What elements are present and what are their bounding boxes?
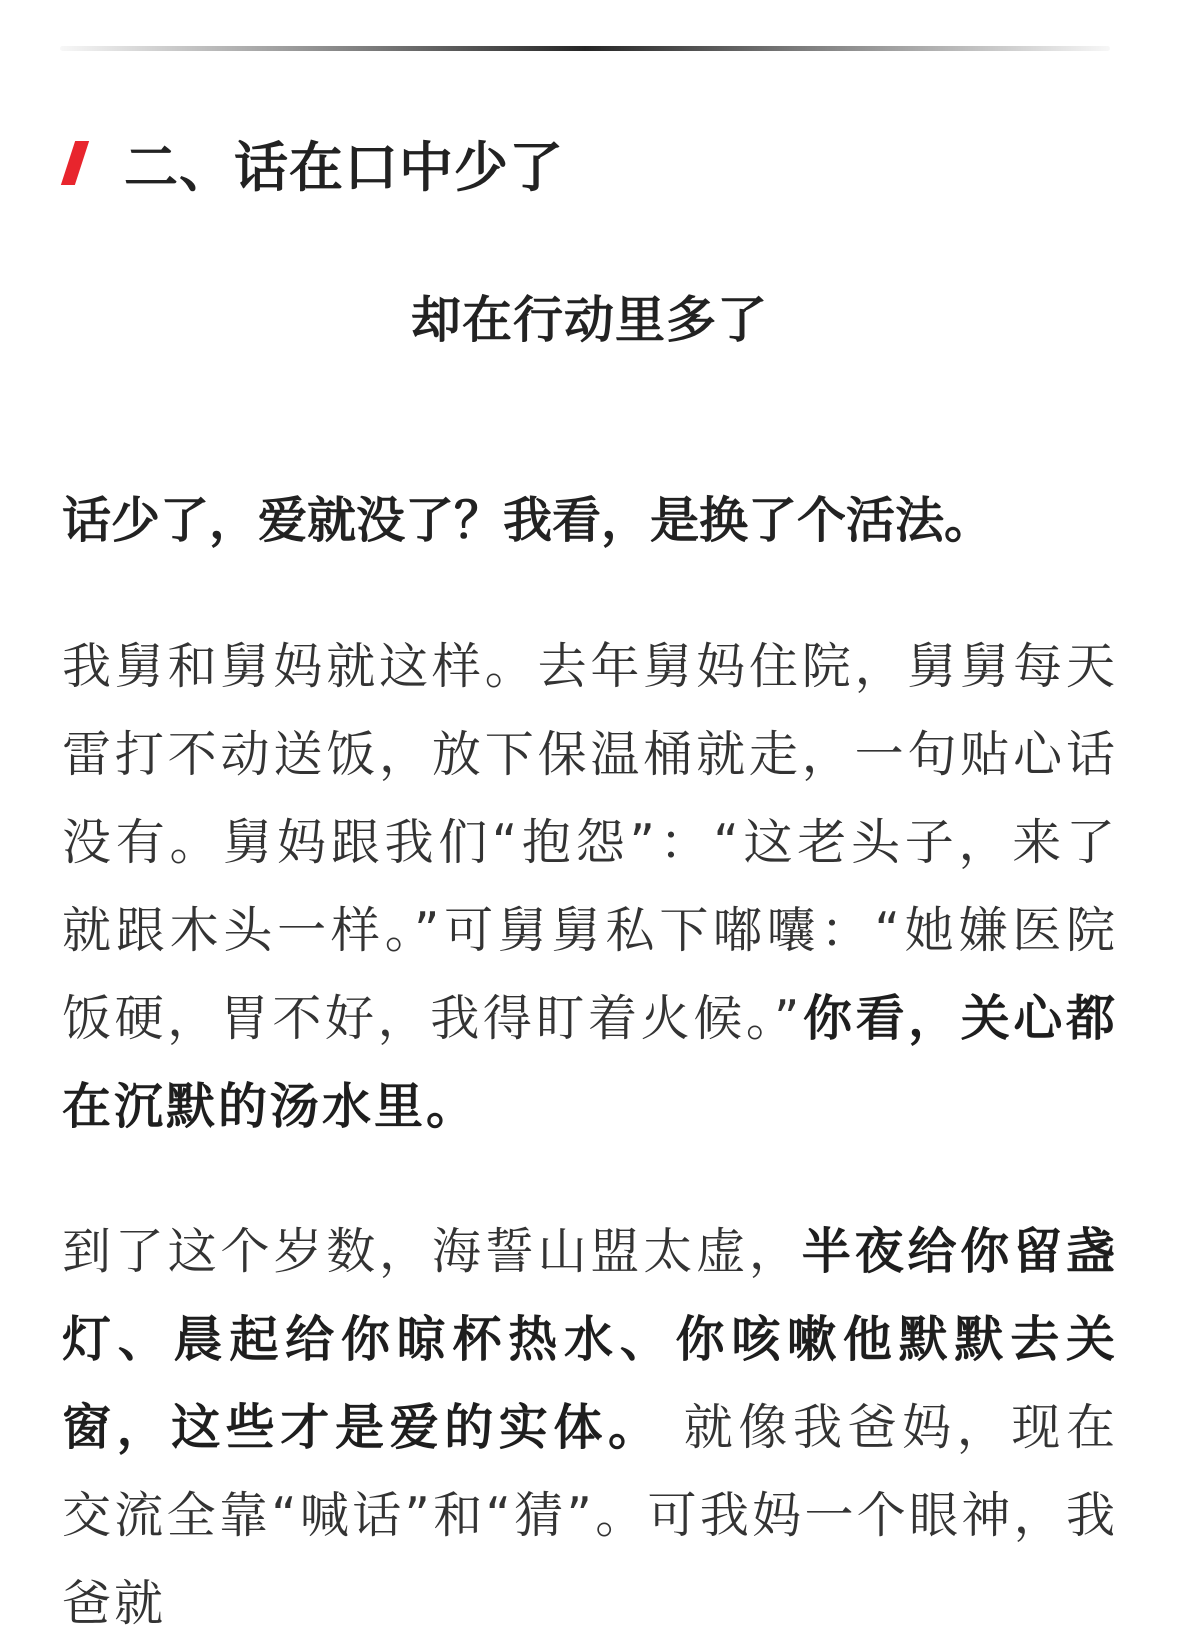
section-heading (60, 128, 564, 198)
paragraph-1-text: 我舅和舅妈就这样。去年舅妈住院，舅舅每天雷打不动送饭，放下保温桶就走，一句贴心话没有。舅妈跟我们“抱怨”：“这老头子，来了就跟木头一样。”可舅舅私下嘟囔：“她嫌医院饭硬，胃不好，我得盯着火候。” (62, 638, 1118, 1047)
lead-sentence: 话少了，爱就没了？我看，是换了个活法。 (62, 492, 994, 549)
paragraph-2-bold: 半夜给你留盏灯、晨起给你晾杯热水、你咳嗽他默默去关窗，这些才是爱的实体。 (62, 1223, 1118, 1456)
section-subheading: 却在行动里多了 (411, 291, 768, 349)
paragraph-2 (62, 1208, 1118, 1648)
red-slash-marker (61, 141, 89, 185)
paragraph-2-text-end: 就像我爸妈，现在交流全靠“喊话”和“猜”。可我妈一个眼神，我爸就 (62, 1399, 1118, 1632)
section-divider (60, 46, 1110, 51)
paragraph-1 (62, 623, 1118, 1151)
section-heading-text: 二、话在口中少了 (124, 135, 564, 199)
paragraph-1-bold: 你看，关心都在沉默的汤水里。 (62, 990, 1118, 1135)
paragraph-2-text-start: 到了这个岁数，海誓山盟太虚， (62, 1223, 802, 1280)
